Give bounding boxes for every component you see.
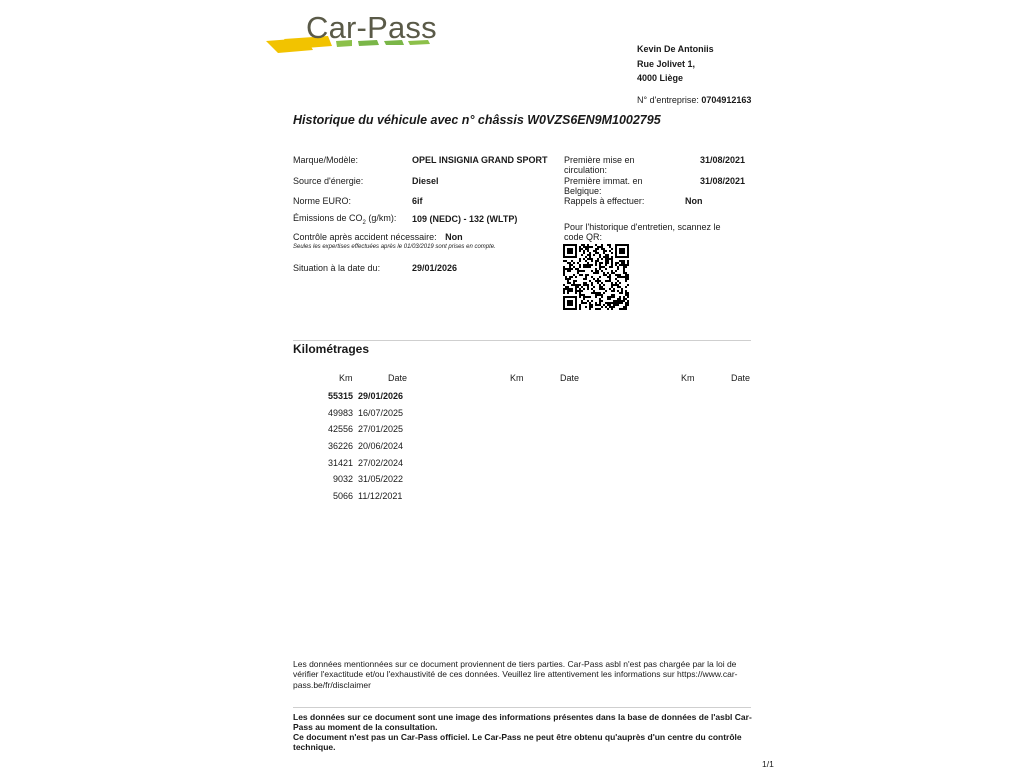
accident-check-value: Non xyxy=(445,232,463,242)
maintenance-qr-code[interactable] xyxy=(563,244,629,315)
km-column-header-2: Km xyxy=(510,373,524,383)
mileage-date: 27/02/2024 xyxy=(358,458,404,468)
date-column-header-3: Date xyxy=(731,373,751,383)
energy-label: Source d'énergie: xyxy=(293,176,364,186)
official-notice: Ce document n'est pas un Car-Pass officiel. Le Car-Pass ne peut être obtenu qu'auprès d'un centre du contrôle technique. xyxy=(293,732,742,753)
co2-value: 109 (NEDC) - 132 (WLTP) xyxy=(412,214,518,224)
qr-code-icon xyxy=(563,244,629,310)
logo-text: Car-Pass xyxy=(306,10,437,45)
first-use-label: Première mise en circulation: xyxy=(564,155,635,175)
first-registration-label: Première immat. en Belgique: xyxy=(564,176,643,196)
make-model-label: Marque/Modèle: xyxy=(293,155,359,165)
mileage-km: 55315 xyxy=(327,391,353,401)
make-model-value: OPEL INSIGNIA GRAND SPORT xyxy=(412,155,548,165)
mileage-date: 11/12/2021 xyxy=(358,491,403,501)
accident-check-label: Contrôle après accident nécessaire: xyxy=(293,232,437,242)
mileage-date: 31/05/2022 xyxy=(358,474,404,484)
footer-divider xyxy=(293,707,751,708)
recipient-street: Rue Jolivet 1, xyxy=(637,59,696,69)
mileage-km: 31421 xyxy=(327,458,353,468)
date-column-header: Date xyxy=(388,373,408,383)
first-use-date: 31/08/2021 xyxy=(700,155,746,165)
mileage-date: 27/01/2025 xyxy=(358,424,404,434)
mileage-km: 9032 xyxy=(332,474,353,484)
database-notice: Les données sur ce document sont une image des informations présentes dans la base de données de l'asbl Car-Pass au moment de la consultation. xyxy=(293,712,752,733)
mileage-km: 42556 xyxy=(327,424,353,434)
qr-instruction: Pour l'historique d'entretien, scannez le code QR: xyxy=(564,222,721,242)
page-number: 1/1 xyxy=(762,759,774,769)
euro-label: Norme EURO: xyxy=(293,196,352,206)
km-column-header-3: Km xyxy=(681,373,695,383)
co2-label: Émissions de $CO_2$ (g/km): xyxy=(293,213,397,226)
situation-label: Situation à la date du: xyxy=(293,263,381,273)
energy-value: Diesel xyxy=(412,176,439,186)
company-number-label: N° d'entreprise: xyxy=(637,95,699,105)
company-number: 0704912163 xyxy=(701,95,752,105)
recalls-value: Non xyxy=(685,196,703,206)
recipient-name: Kevin De Antoniis xyxy=(637,44,714,54)
mileage-heading: Kilométrages xyxy=(293,342,370,356)
first-registration-date: 31/08/2021 xyxy=(700,176,746,186)
company-number-line xyxy=(637,95,751,105)
mileage-date: 20/06/2024 xyxy=(358,441,404,451)
date-column-header-2: Date xyxy=(560,373,580,383)
situation-date: 29/01/2026 xyxy=(412,263,458,273)
euro-value: 6if xyxy=(412,196,423,206)
mileage-km: 49983 xyxy=(327,408,353,418)
section-divider xyxy=(293,340,751,341)
accident-check-line xyxy=(293,232,463,242)
recalls-label: Rappels à effectuer: xyxy=(564,196,645,206)
disclaimer-text: Les données mentionnées sur ce document proviennent de tiers parties. Car-Pass asbl n'est pas chargée par la loi de vérifier l'exactitude et/ou l'exhaustivité de ces données. Veuillez lire attentivement les informations sur https://www.car-pass.be/fr/disclaimer xyxy=(293,659,738,690)
mileage-km: 5066 xyxy=(332,491,353,501)
car-pass-logo xyxy=(266,8,436,56)
mileage-date: 16/07/2025 xyxy=(358,408,404,418)
recipient-city: 4000 Liège xyxy=(637,73,684,83)
mileage-km: 36226 xyxy=(327,441,353,451)
mileage-date: 29/01/2026 xyxy=(358,391,404,401)
accident-check-note: Seules les expertises effectuées après le 01/03/2019 sont prises en compte. xyxy=(293,244,496,250)
km-column-header: Km xyxy=(339,373,353,383)
document-title: Historique du véhicule avec n° châssis W0VZS6EN9M1002795 xyxy=(293,113,661,127)
